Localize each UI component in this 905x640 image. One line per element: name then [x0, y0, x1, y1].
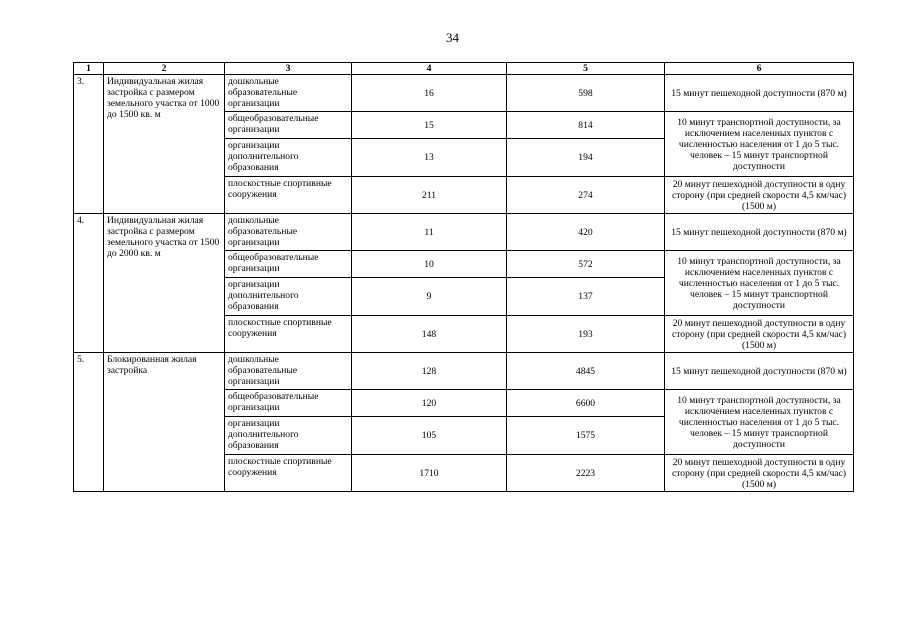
value-col4: 9 — [352, 278, 507, 316]
table-row — [74, 214, 854, 251]
value-col5: 814 — [507, 112, 665, 139]
header-cell: 2 — [104, 63, 225, 75]
accessibility-note: 20 минут пешеходной доступности в одну сторону (при средней скорости 4,5 км/час) (1500 м) — [665, 455, 854, 492]
header-cell: 3 — [225, 63, 352, 75]
value-col4: 148 — [352, 316, 507, 353]
accessibility-note: 15 минут пешеходной доступности (870 м) — [665, 75, 854, 112]
facility-name: плоскостные спортивные сооружения — [225, 455, 352, 492]
accessibility-note: 10 минут транспортной доступности, за исключением населенных пунктов с численностью населения от 1 до 5 тыс. человек – 15 минут транспортной доступности — [665, 112, 854, 177]
value-col4: 105 — [352, 417, 507, 455]
value-col4: 1710 — [352, 455, 507, 492]
row-number: 3. — [74, 75, 104, 214]
value-col5: 572 — [507, 251, 665, 278]
value-col5: 194 — [507, 139, 665, 177]
value-col5: 1575 — [507, 417, 665, 455]
header-cell: 5 — [507, 63, 665, 75]
accessibility-note: 15 минут пешеходной доступности (870 м) — [665, 214, 854, 251]
facility-name: дошкольные образовательные организации — [225, 75, 352, 112]
facility-name: общеобразовательные организации — [225, 390, 352, 417]
facility-name: дошкольные образовательные организации — [225, 214, 352, 251]
facility-name: плоскостные спортивные сооружения — [225, 316, 352, 353]
header-cell: 6 — [665, 63, 854, 75]
value-col5: 598 — [507, 75, 665, 112]
row-number: 5. — [74, 353, 104, 492]
accessibility-note: 10 минут транспортной доступности, за исключением населенных пунктов с численностью населения от 1 до 5 тыс. человек – 15 минут транспортной доступности — [665, 251, 854, 316]
accessibility-note: 20 минут пешеходной доступности в одну сторону (при средней скорости 4,5 км/час) (1500 м) — [665, 177, 854, 214]
facility-name: дошкольные образовательные организации — [225, 353, 352, 390]
accessibility-note: 10 минут транспортной доступности, за исключением населенных пунктов с численностью населения от 1 до 5 тыс. человек – 15 минут транспортной доступности — [665, 390, 854, 455]
facility-name: организации дополнительного образования — [225, 278, 352, 316]
table-row — [74, 75, 854, 112]
header-cell: 1 — [74, 63, 104, 75]
value-col4: 10 — [352, 251, 507, 278]
accessibility-note: 20 минут пешеходной доступности в одну сторону (при средней скорости 4,5 км/час) (1500 м) — [665, 316, 854, 353]
value-col4: 13 — [352, 139, 507, 177]
value-col5: 193 — [507, 316, 665, 353]
header-row — [74, 63, 854, 75]
value-col4: 211 — [352, 177, 507, 214]
development-type: Индивидуальная жилая застройка с размером земельного участка от 1000 до 1500 кв. м — [104, 75, 225, 214]
table-row — [74, 353, 854, 390]
value-col4: 11 — [352, 214, 507, 251]
facility-name: организации дополнительного образования — [225, 139, 352, 177]
accessibility-note: 15 минут пешеходной доступности (870 м) — [665, 353, 854, 390]
facility-name: организации дополнительного образования — [225, 417, 352, 455]
header-cell: 4 — [352, 63, 507, 75]
page-number: 34 — [446, 30, 459, 45]
norms-table — [73, 62, 854, 492]
facility-name: общеобразовательные организации — [225, 251, 352, 278]
value-col4: 15 — [352, 112, 507, 139]
value-col5: 6600 — [507, 390, 665, 417]
value-col4: 128 — [352, 353, 507, 390]
value-col5: 4845 — [507, 353, 665, 390]
facility-name: общеобразовательные организации — [225, 112, 352, 139]
row-number: 4. — [74, 214, 104, 353]
value-col5: 2223 — [507, 455, 665, 492]
value-col4: 16 — [352, 75, 507, 112]
value-col5: 420 — [507, 214, 665, 251]
value-col5: 137 — [507, 278, 665, 316]
value-col4: 120 — [352, 390, 507, 417]
development-type: Блокированная жилая застройка — [104, 353, 225, 492]
development-type: Индивидуальная жилая застройка с размером земельного участка от 1500 до 2000 кв. м — [104, 214, 225, 353]
value-col5: 274 — [507, 177, 665, 214]
facility-name: плоскостные спортивные сооружения — [225, 177, 352, 214]
